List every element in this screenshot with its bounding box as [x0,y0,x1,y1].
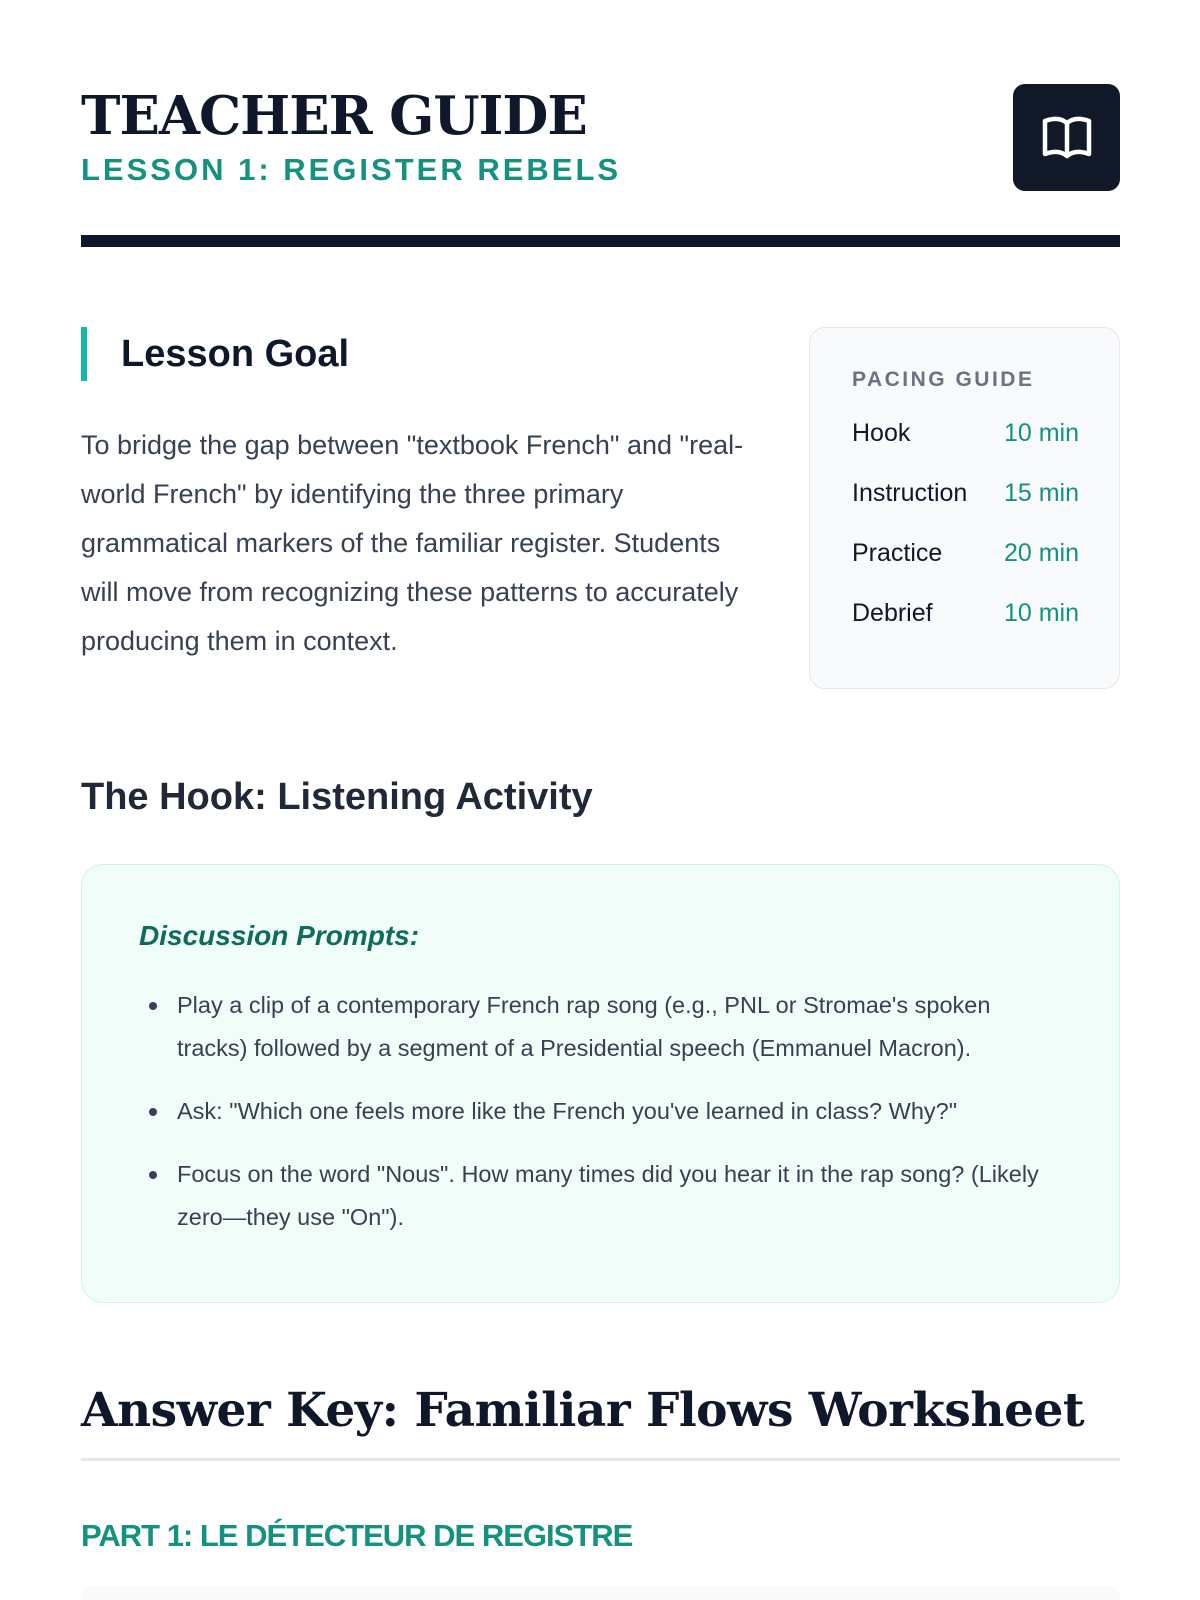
pacing-label: Practice [852,539,943,567]
hook-heading: The Hook: Listening Activity [81,776,593,818]
page-header [81,84,1120,194]
lesson-goal-heading: Lesson Goal [81,327,349,381]
lesson-subtitle: LESSON 1: REGISTER REBELS [81,152,622,187]
pacing-label: Instruction [852,479,968,507]
pacing-guide-title: PACING GUIDE [852,368,1035,391]
prompt-text: Ask: "Which one feels more like the French you've learned in class? Why?" [177,1098,958,1124]
bullet-icon [149,1171,157,1179]
header-divider [81,235,1120,247]
page-title: TEACHER GUIDE [81,85,587,147]
book-open-icon-graphic [1041,114,1093,162]
part-1-box [81,1586,1120,1600]
discussion-prompts-list [139,984,1064,1239]
book-open-icon [1013,84,1120,191]
pacing-guide-card [809,327,1120,689]
discussion-prompts-box [81,864,1120,1303]
pacing-row-debrief [852,596,1079,656]
answer-key-divider [81,1458,1120,1461]
pacing-row-practice [852,536,1079,596]
bullet-icon [149,1002,157,1010]
answer-key-heading: Answer Key: Familiar Flows Worksheet [81,1383,1085,1438]
pacing-row-instruction [852,476,1079,536]
pacing-row-hook [852,416,1079,476]
list-item [139,1090,1064,1133]
teacher-guide-page [81,0,1120,1600]
pacing-label: Debrief [852,599,933,627]
pacing-duration: 10 min [1003,419,1079,447]
list-item [139,984,1064,1070]
pacing-label: Hook [852,419,911,447]
pacing-duration: 10 min [1003,599,1079,627]
part-1-heading: PART 1: LE DÉTECTEUR DE REGISTRE [81,1518,633,1553]
prompt-text: Focus on the word "Nous". How many times did you hear it in the rap song? (Likely zero—they use "On"). [177,1161,1039,1230]
bullet-icon [149,1108,157,1116]
prompt-text: Play a clip of a contemporary French rap song (e.g., PNL or Stromae's spoken tracks) followed by a segment of a Presidential speech (Emmanuel Macron). [177,992,991,1061]
pacing-duration: 15 min [1003,479,1079,507]
lesson-goal-text: To bridge the gap between "textbook French" and "real-world French" by identifying the three primary grammatical markers of the familiar register. Students will move from recognizing these patterns to accurately producing them in context. [81,430,744,656]
list-item [139,1153,1064,1239]
pacing-duration: 20 min [1003,539,1079,567]
discussion-prompts-title: Discussion Prompts: [139,920,420,951]
